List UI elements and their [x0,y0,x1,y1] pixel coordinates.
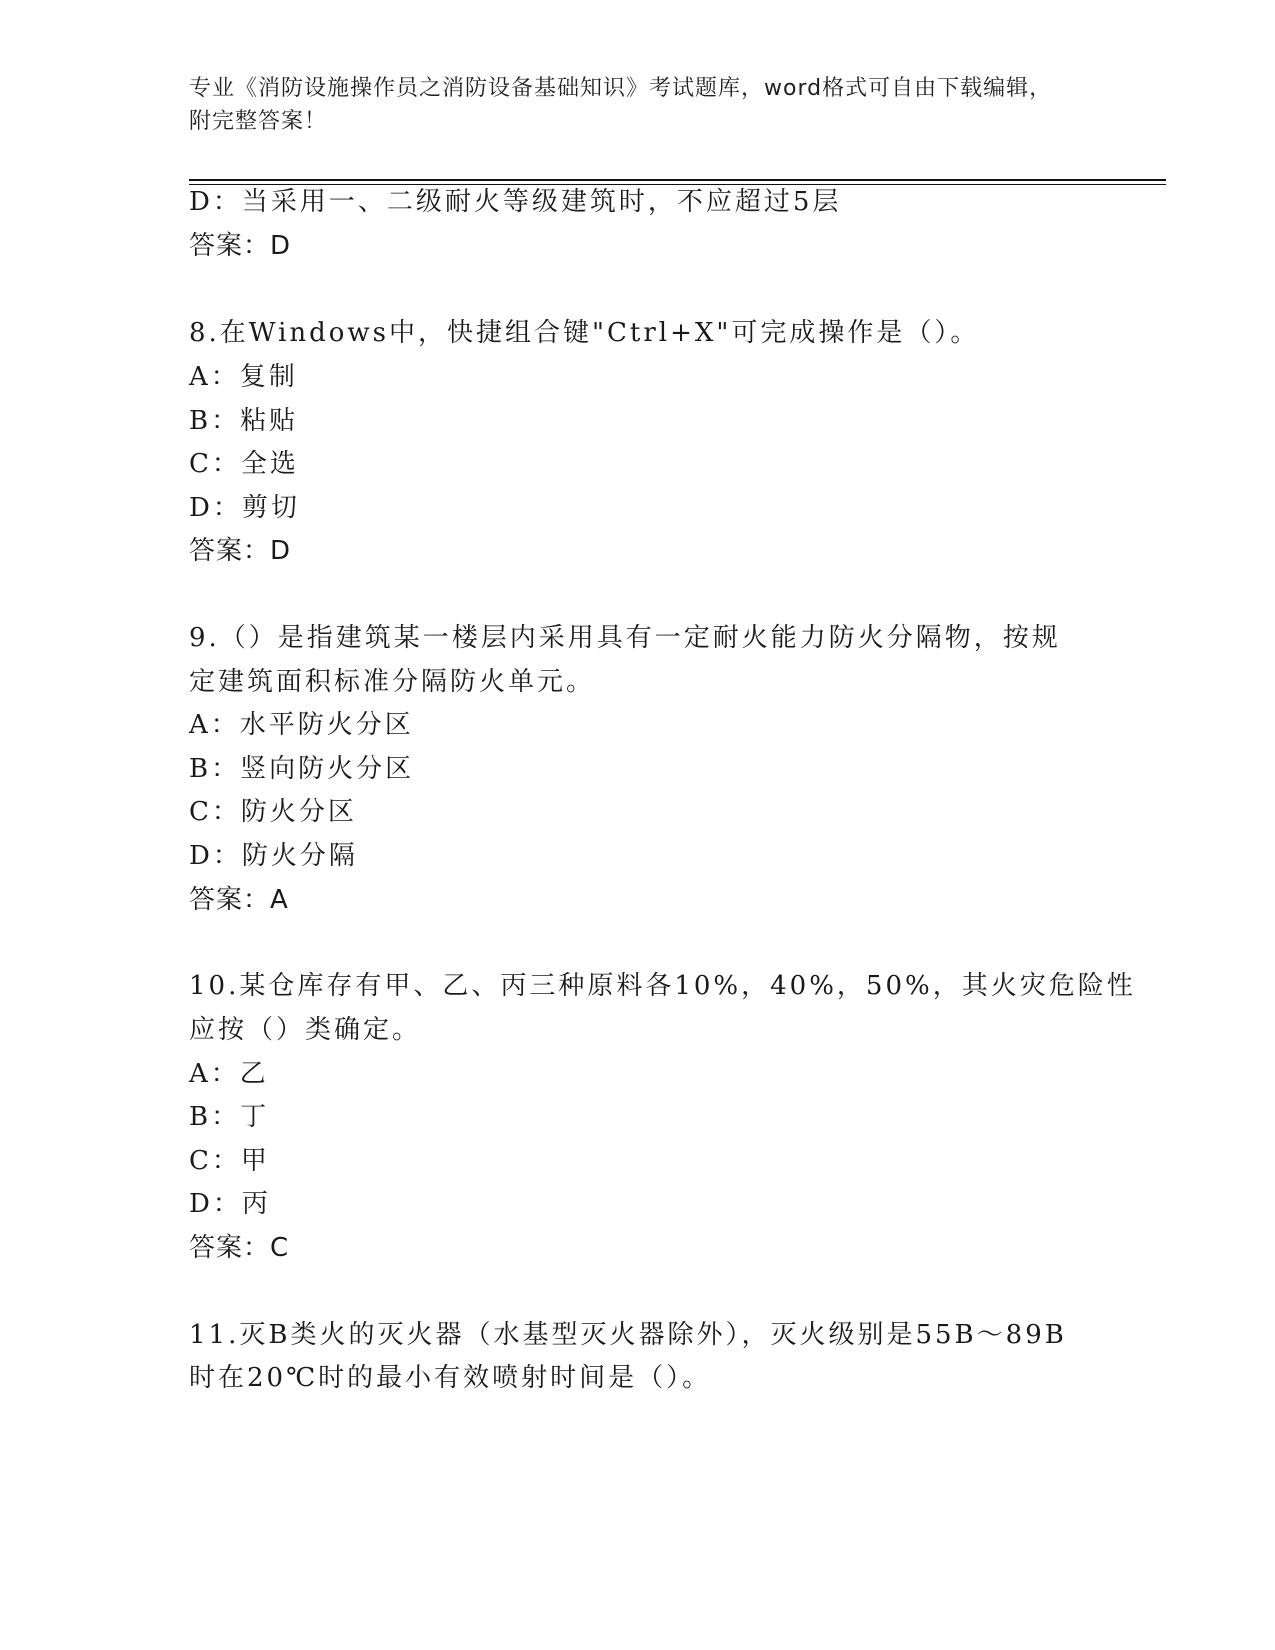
q10-option-a: A：乙 [189,1059,269,1089]
q9-option-b: B：竖向防火分区 [189,754,415,784]
q9-option-a: A：水平防火分区 [189,710,414,740]
header-rule-thin [189,184,1166,185]
q9-stem-line1: 9.（）是指建筑某一楼层内采用具有一定耐火能力防火分隔物，按规 [189,623,1061,653]
q11-stem-line2: 时在20℃时的最小有效喷射时间是（）。 [189,1363,712,1393]
q10-stem-line2: 应按（）类确定。 [189,1015,422,1045]
header-rule-thick [189,179,1166,181]
q9-option-c: C：防火分区 [189,797,357,827]
q9-option-d: D：防火分隔 [189,841,358,871]
q9-answer: 答案：A [189,885,289,915]
q7-answer: 答案：D [189,231,292,261]
q10-option-c: C：甲 [189,1146,270,1176]
q8-option-a: A：复制 [189,362,298,392]
q8-option-b: B：粘贴 [189,406,299,436]
q8-option-c: C：全选 [189,449,299,479]
q8-answer: 答案：D [189,536,292,566]
q11-stem-line1: 11.灭B类火的灭火器（水基型灭火器除外），灭火级别是55B～89B [189,1320,1067,1350]
q9-stem-line2: 定建筑面积标准分隔防火单元。 [189,667,596,697]
q10-option-b: B：丁 [189,1102,270,1132]
q10-stem-line1: 10.某仓库存有甲、乙、丙三种原料各10%，40%，50%，其火灾危险性 [189,971,1136,1001]
q7-option-d: D：当采用一、二级耐火等级建筑时，不应超过5层 [189,187,842,217]
q10-option-d: D：丙 [189,1189,271,1219]
document-header: 专业《消防设施操作员之消防设备基础知识》考试题库，word格式可自由下载编辑，附完整答案！ [189,76,1053,134]
q10-answer: 答案：C [189,1233,290,1263]
q8-option-d: D：剪切 [189,493,300,523]
q8-stem: 8.在Windows中，快捷组合键"Ctrl+X"可完成操作是（）。 [189,318,980,348]
